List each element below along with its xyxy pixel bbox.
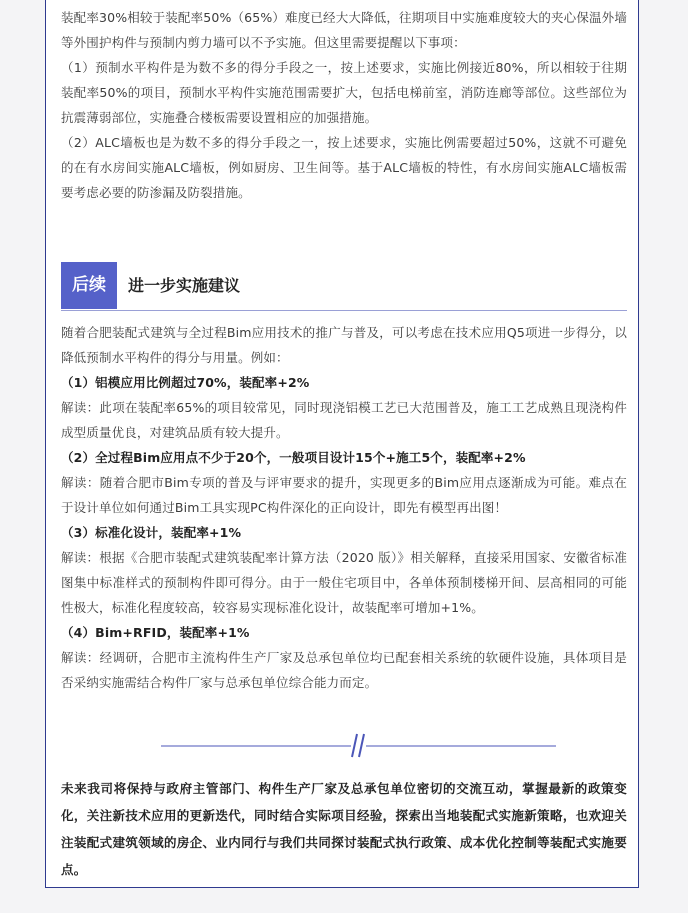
- closing-section: [61, 775, 627, 883]
- item-explain-1: 解读：此项在装配率65%的项目较常见，同时现浇铝模工艺已大范围普及，施工工艺成熟且现浇构件成型质量优良，对建筑品质有较大提升。: [61, 400, 627, 440]
- item-heading-2: （2）全过程Bim应用点不少于20个，一般项目设计15个+施工5个，装配率+2%: [61, 450, 526, 465]
- article-card: [45, 0, 639, 888]
- item-explain-3: 解读：根据《合肥市装配式建筑装配率计算方法（2020 版）》相关解释，直接采用国家、安徽省标准图集中标准样式的预制构件即可得分。由于一般住宅项目中，各单体预制楼梯开间、层高相同的可能性极大，标准化程度较高，较容易实现标准化设计，故装配率可增加+1%。: [61, 550, 627, 615]
- suggestions-section: [61, 320, 627, 695]
- suggestions-intro: 随着合肥装配式建筑与全过程Bim应用技术的推广与普及，可以考虑在技术应用Q5项进一步得分，以降低预制水平构件的得分与用量。例如：: [61, 325, 627, 365]
- closing-paragraph: 未来我司将保持与政府主管部门、构件生产厂家及总承包单位密切的交流互动，掌握最新的政策变化，关注新技术应用的更新迭代，同时结合实际项目经验，探索出当地装配式实施新策略，也欢迎关注装配式建筑领域的房企、业内同行与我们共同探讨装配式执行政策、成本优化控制等装配式实施要点。: [61, 781, 627, 877]
- divider-slash-1: [352, 734, 357, 757]
- section-heading: [61, 262, 627, 311]
- item-heading-3: （3）标准化设计，装配率+1%: [61, 525, 242, 540]
- paragraph-intro: 装配率30%相较于装配率50%（65%）难度已经大大降低，往期项目中实施难度较大的夹心保温外墙等外围护构件与预制内剪力墙可以不予实施。但这里需要提醒以下事项：: [61, 10, 627, 50]
- top-section: [61, 5, 627, 205]
- section-divider: [161, 730, 556, 760]
- section-title: 进一步实施建议: [128, 276, 241, 295]
- divider-slash-2: [359, 734, 364, 757]
- item-heading-1: （1）铝模应用比例超过70%，装配率+2%: [61, 375, 310, 390]
- item-heading-4: （4）Bim+RFID，装配率+1%: [61, 625, 250, 640]
- section-tag: 后续: [61, 262, 117, 309]
- paragraph-point-1: （1）预制水平构件是为数不多的得分手段之一，按上述要求，实施比例接近80%，所以相较于往期装配率50%的项目，预制水平构件实施范围需要扩大，包括电梯前室，消防连廊等部位。这些部位为抗震薄弱部位，实施叠合楼板需要设置相应的加强措施。: [61, 60, 627, 125]
- item-explain-2: 解读：随着合肥市Bim专项的普及与评审要求的提升，实现更多的Bim应用点逐渐成为可能。难点在于设计单位如何通过Bim工具实现PC构件深化的正向设计，即先有模型再出图！: [61, 475, 627, 515]
- paragraph-point-2: （2）ALC墙板也是为数不多的得分手段之一，按上述要求，实施比例需要超过50%，这就不可避免的在有水房间实施ALC墙板，例如厨房、卫生间等。基于ALC墙板的特性，有水房间实施ALC墙板需要考虑必要的防渗漏及防裂措施。: [61, 135, 627, 200]
- item-explain-4: 解读：经调研，合肥市主流构件生产厂家及总承包单位均已配套相关系统的软硬件设施，具体项目是否采纳实施需结合构件厂家与总承包单位综合能力而定。: [61, 650, 627, 690]
